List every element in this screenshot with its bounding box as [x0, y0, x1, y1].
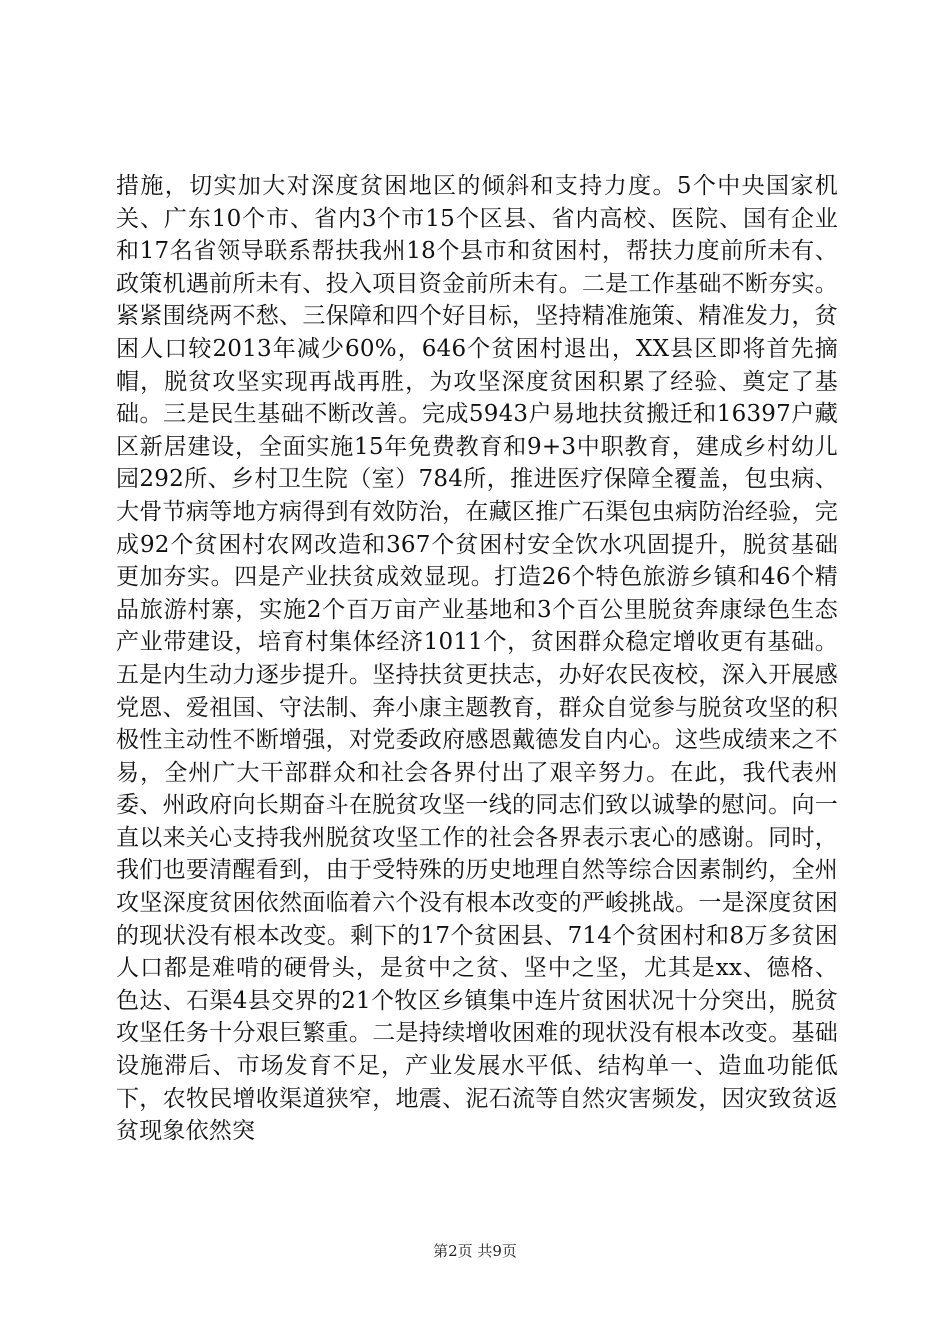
- page-number: 第2页 共9页: [433, 1242, 517, 1260]
- document-body: [116, 170, 838, 1148]
- page-footer: [0, 1240, 950, 1261]
- body-paragraph: 措施，切实加大对深度贫困地区的倾斜和支持力度。5个中央国家机关、广东10个市、省内3个市15个区县、省内高校、医院、国有企业和17名省领导联系帮扶我州18个县市和贫困村，帮扶力度前所未有、政策机遇前所未有、投入项目资金前所未有。二是工作基础不断夯实。紧紧围绕两不愁、三保障和四个好目标，坚持精准施策、精准发力，贫困人口较2013年减少60%，646个贫困村退出，XX县区即将首先摘帽，脱贫攻坚实现再战再胜，为攻坚深度贫困积累了经验、奠定了基础。三是民生基础不断改善。完成5943户易地扶贫搬迁和16397户藏区新居建设，全面实施15年免费教育和9+3中职教育，建成乡村幼儿园292所、乡村卫生院（室）784所，推进医疗保障全覆盖，包虫病、大骨节病等地方病得到有效防治，在藏区推广石渠包虫病防治经验，完成92个贫困村农网改造和367个贫困村安全饮水巩固提升，脱贫基础更加夯实。四是产业扶贫成效显现。打造26个特色旅游乡镇和46个精品旅游村寨，实施2个百万亩产业基地和3个百公里脱贫奔康绿色生态产业带建设，培育村集体经济1011个，贫困群众稳定增收更有基础。五是内生动力逐步提升。坚持扶贫更扶志，办好农民夜校，深入开展感党恩、爱祖国、守法制、奔小康主题教育，群众自觉参与脱贫攻坚的积极性主动性不断增强，对党委政府感恩戴德发自内心。这些成绩来之不易，全州广大干部群众和社会各界付出了艰辛努力。在此，我代表州委、州政府向长期奋斗在脱贫攻坚一线的同志们致以诚挚的慰问。向一直以来关心支持我州脱贫攻坚工作的社会各界表示衷心的感谢。同时，我们也要清醒看到，由于受特殊的历史地理自然等综合因素制约，全州攻坚深度贫困依然面临着六个没有根本改变的严峻挑战。一是深度贫困的现状没有根本改变。剩下的17个贫困县、714个贫困村和8万多贫困人口都是难啃的硬骨头，是贫中之贫、坚中之坚，尤其是xx、德格、色达、石渠4县交界的21个牧区乡镇集中连片贫困状况十分突出，脱贫攻坚任务十分艰巨繁重。二是持续增收困难的现状没有根本改变。基础设施滞后、市场发育不足，产业发展水平低、结构单一、造血功能低下，农牧民增收渠道狭窄，地震、泥石流等自然灾害频发，因灾致贫返贫现象依然突: [116, 173, 838, 1145]
